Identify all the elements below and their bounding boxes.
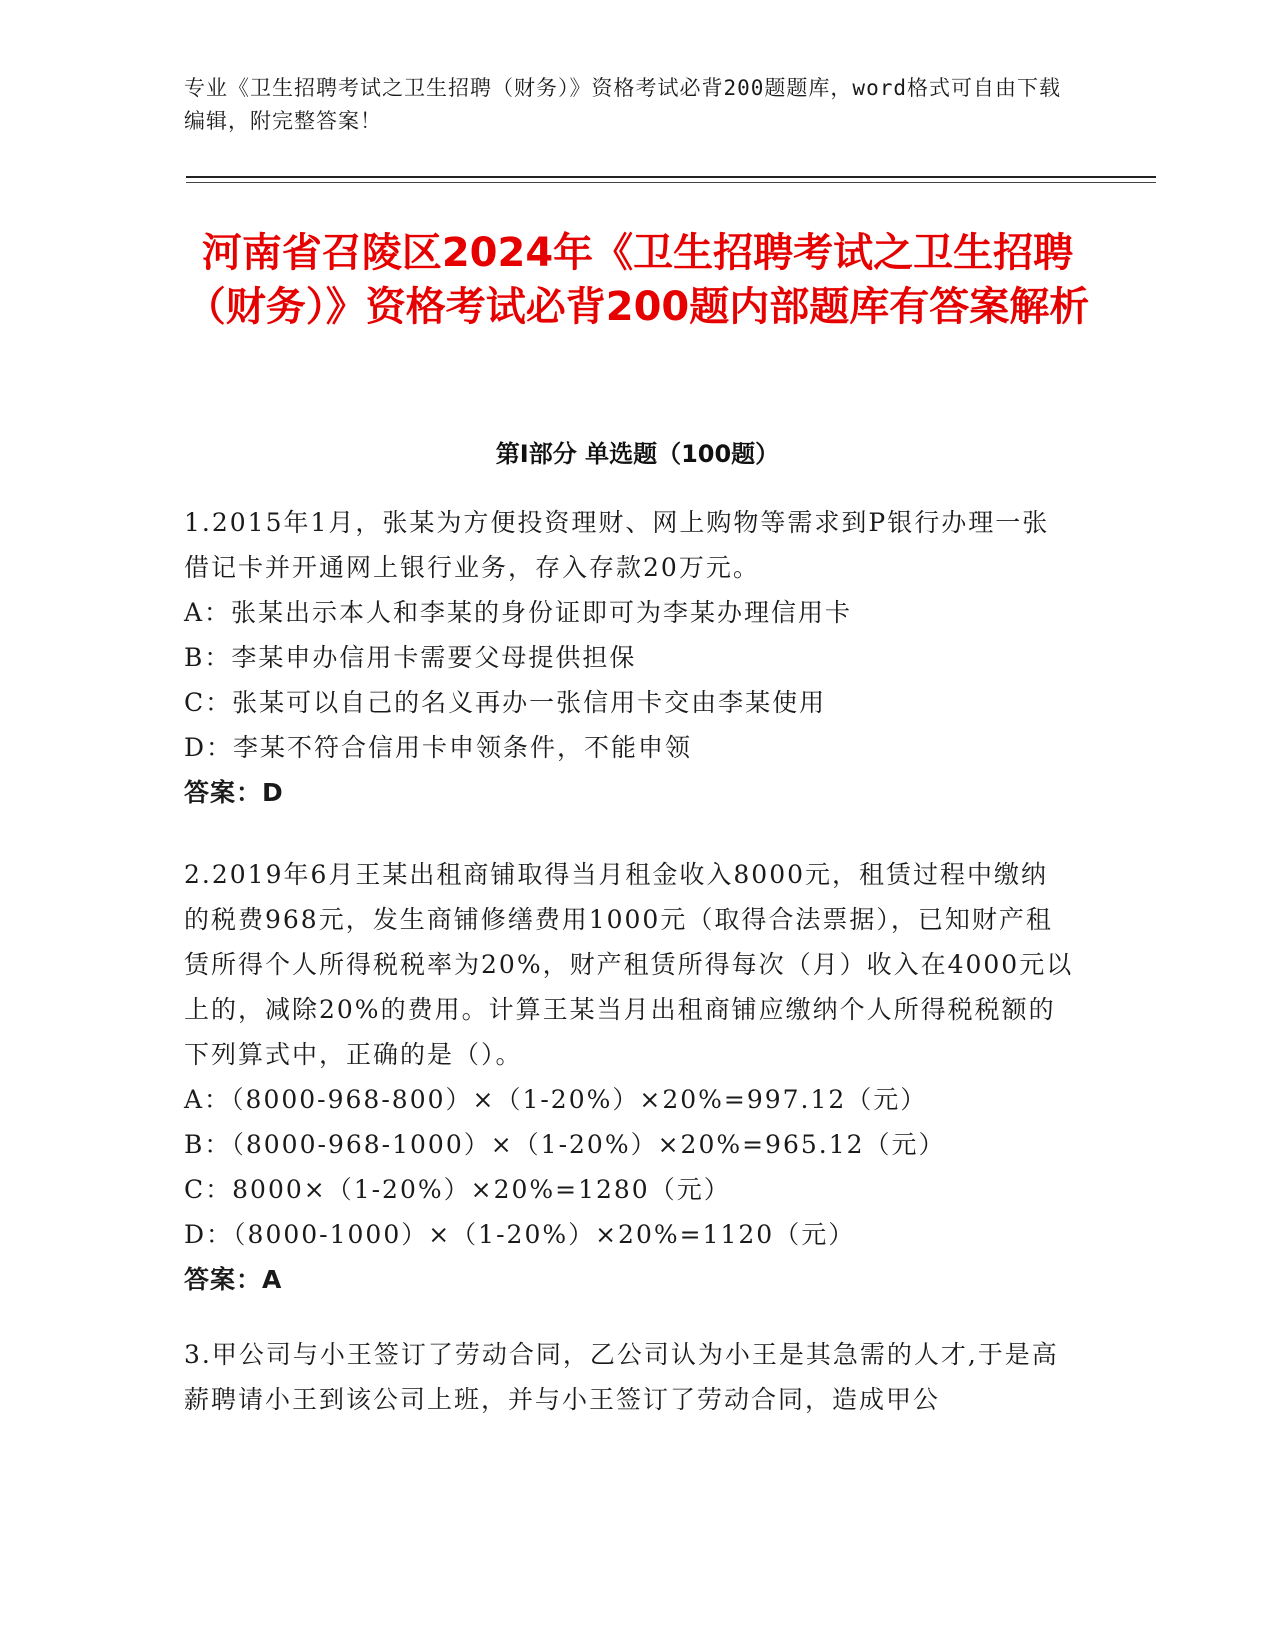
question-3 — [184, 1332, 1074, 1422]
option-c: C：8000×（1-20%）×20%=1280（元） — [184, 1175, 731, 1204]
option-b: B：李某申办信用卡需要父母提供担保 — [184, 643, 637, 672]
question-1 — [184, 500, 1074, 815]
option-a: A：（8000-968-800）×（1-20%）×20%=997.12（元） — [184, 1085, 928, 1114]
option-a: A：张某出示本人和李某的身份证即可为李某办理信用卡 — [184, 598, 853, 627]
question-stem: 1.2015年1月，张某为方便投资理财、网上购物等需求到P银行办理一张借记卡并开通网上银行业务，存入存款20万元。 — [184, 508, 1050, 582]
header-divider-thick — [186, 176, 1156, 178]
option-d: D：（8000-1000）×（1-20%）×20%=1120（元） — [184, 1220, 856, 1249]
document-title: 河南省召陵区2024年《卫生招聘考试之卫生招聘（财务）》资格考试必背200题内部题库有答案解析 — [185, 230, 1090, 330]
section-title: 第I部分 单选题（100题） — [495, 440, 780, 468]
answer: 答案：D — [184, 778, 284, 807]
header-note: 专业《卫生招聘考试之卫生招聘（财务）》资格考试必背200题题库，word格式可自由下载编辑，附完整答案！ — [184, 76, 1061, 133]
option-b: B：（8000-968-1000）×（1-20%）×20%=965.12（元） — [184, 1130, 946, 1159]
option-c: C：张某可以自己的名义再办一张信用卡交由李某使用 — [184, 688, 827, 717]
option-d: D：李某不符合信用卡申领条件，不能申领 — [184, 733, 693, 762]
header-divider-thin — [186, 182, 1156, 183]
answer: 答案：A — [184, 1265, 283, 1294]
question-stem: 3.甲公司与小王签订了劳动合同，乙公司认为小王是其急需的人才,于是高薪聘请小王到该公司上班，并与小王签订了劳动合同，造成甲公 — [184, 1340, 1059, 1414]
question-stem: 2.2019年6月王某出租商铺取得当月租金收入8000元，租赁过程中缴纳的税费968元，发生商铺修缮费用1000元（取得合法票据），已知财产租赁所得个人所得税税率为20%，财产租赁所得每次（月）收入在4000元以上的，减除20%的费用。计算王某当月出租商铺应缴纳个人所得税税额的下列算式中，正确的是（）。 — [184, 860, 1074, 1069]
question-2 — [184, 852, 1074, 1302]
